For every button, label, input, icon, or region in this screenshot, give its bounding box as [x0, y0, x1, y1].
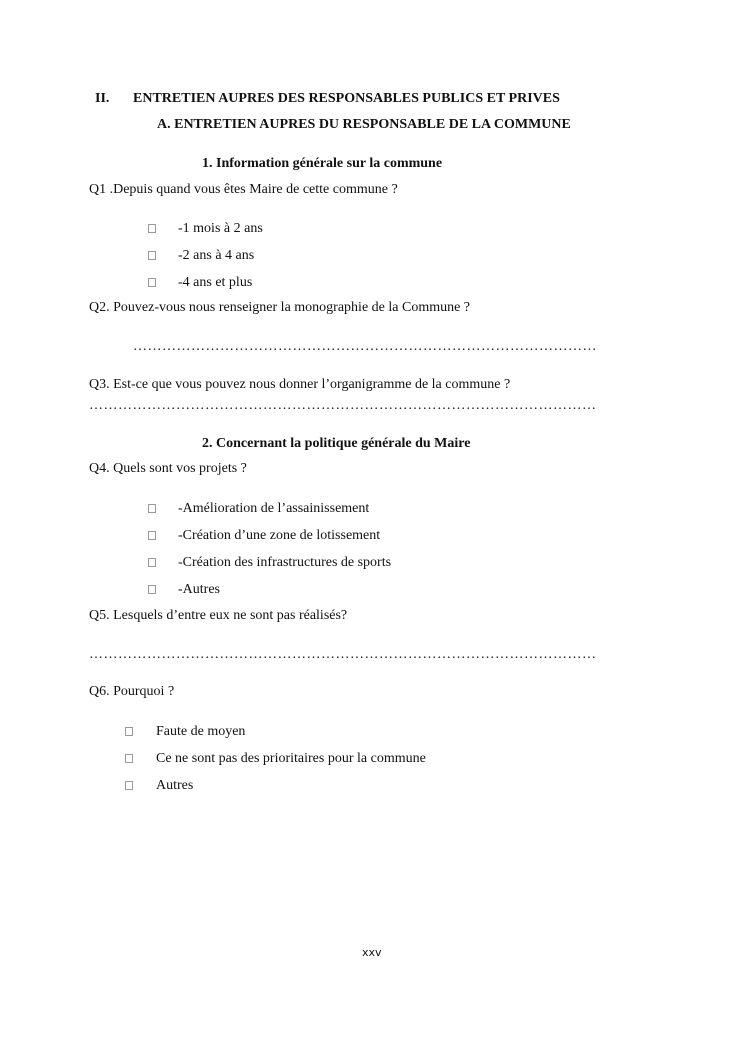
section-title: ENTRETIEN AUPRES DES RESPONSABLES PUBLICS ET PRIVES — [133, 91, 560, 106]
checkbox-icon[interactable] — [148, 531, 156, 540]
question-q3: Q3. Est-ce que vous pouvez nous donner l’organigramme de la commune ? — [89, 377, 511, 392]
answer-line-q3[interactable]: …………………………………………………………………………………………… — [89, 398, 597, 413]
question-q1: Q1 .Depuis quand vous êtes Maire de cette commune ? — [89, 182, 398, 197]
question-q5: Q5. Lesquels d’entre eux ne sont pas réalisés? — [89, 608, 348, 623]
checkbox-icon[interactable] — [148, 224, 156, 233]
option-label: Faute de moyen — [156, 724, 246, 739]
heading-politique-generale: 2. Concernant la politique générale du Maire — [202, 436, 471, 451]
option-label: -Autres — [178, 582, 220, 597]
heading-information-generale: 1. Information générale sur la commune — [202, 156, 443, 171]
checkbox-icon[interactable] — [125, 754, 133, 763]
checkbox-icon[interactable] — [148, 558, 156, 567]
section-number: II. — [95, 91, 110, 106]
question-q2: Q2. Pouvez-vous nous renseigner la monographie de la Commune ? — [89, 300, 471, 315]
option-label: -4 ans et plus — [178, 275, 253, 290]
option-label: -Création des infrastructures de sports — [178, 555, 392, 570]
page-number: xxv — [362, 946, 382, 959]
answer-line-q5[interactable]: …………………………………………………………………………………………… — [89, 647, 597, 662]
option-label: -Création d’une zone de lotissement — [178, 528, 381, 543]
option-label: -2 ans à 4 ans — [178, 248, 255, 263]
option-label: -Amélioration de l’assainissement — [178, 501, 370, 516]
option-label: Autres — [156, 778, 194, 793]
subsection-title: A. ENTRETIEN AUPRES DU RESPONSABLE DE LA COMMUNE — [157, 117, 571, 132]
checkbox-icon[interactable] — [148, 504, 156, 513]
checkbox-icon[interactable] — [148, 278, 156, 287]
checkbox-icon[interactable] — [148, 251, 156, 260]
option-label: -1 mois à 2 ans — [178, 221, 263, 236]
checkbox-icon[interactable] — [125, 781, 133, 790]
question-q6: Q6. Pourquoi ? — [89, 684, 175, 699]
checkbox-icon[interactable] — [148, 585, 156, 594]
answer-line-q2[interactable]: …………………………………………………………………………………… — [133, 339, 597, 354]
checkbox-icon[interactable] — [125, 727, 133, 736]
question-q4: Q4. Quels sont vos projets ? — [89, 461, 247, 476]
option-label: Ce ne sont pas des prioritaires pour la commune — [156, 751, 426, 766]
